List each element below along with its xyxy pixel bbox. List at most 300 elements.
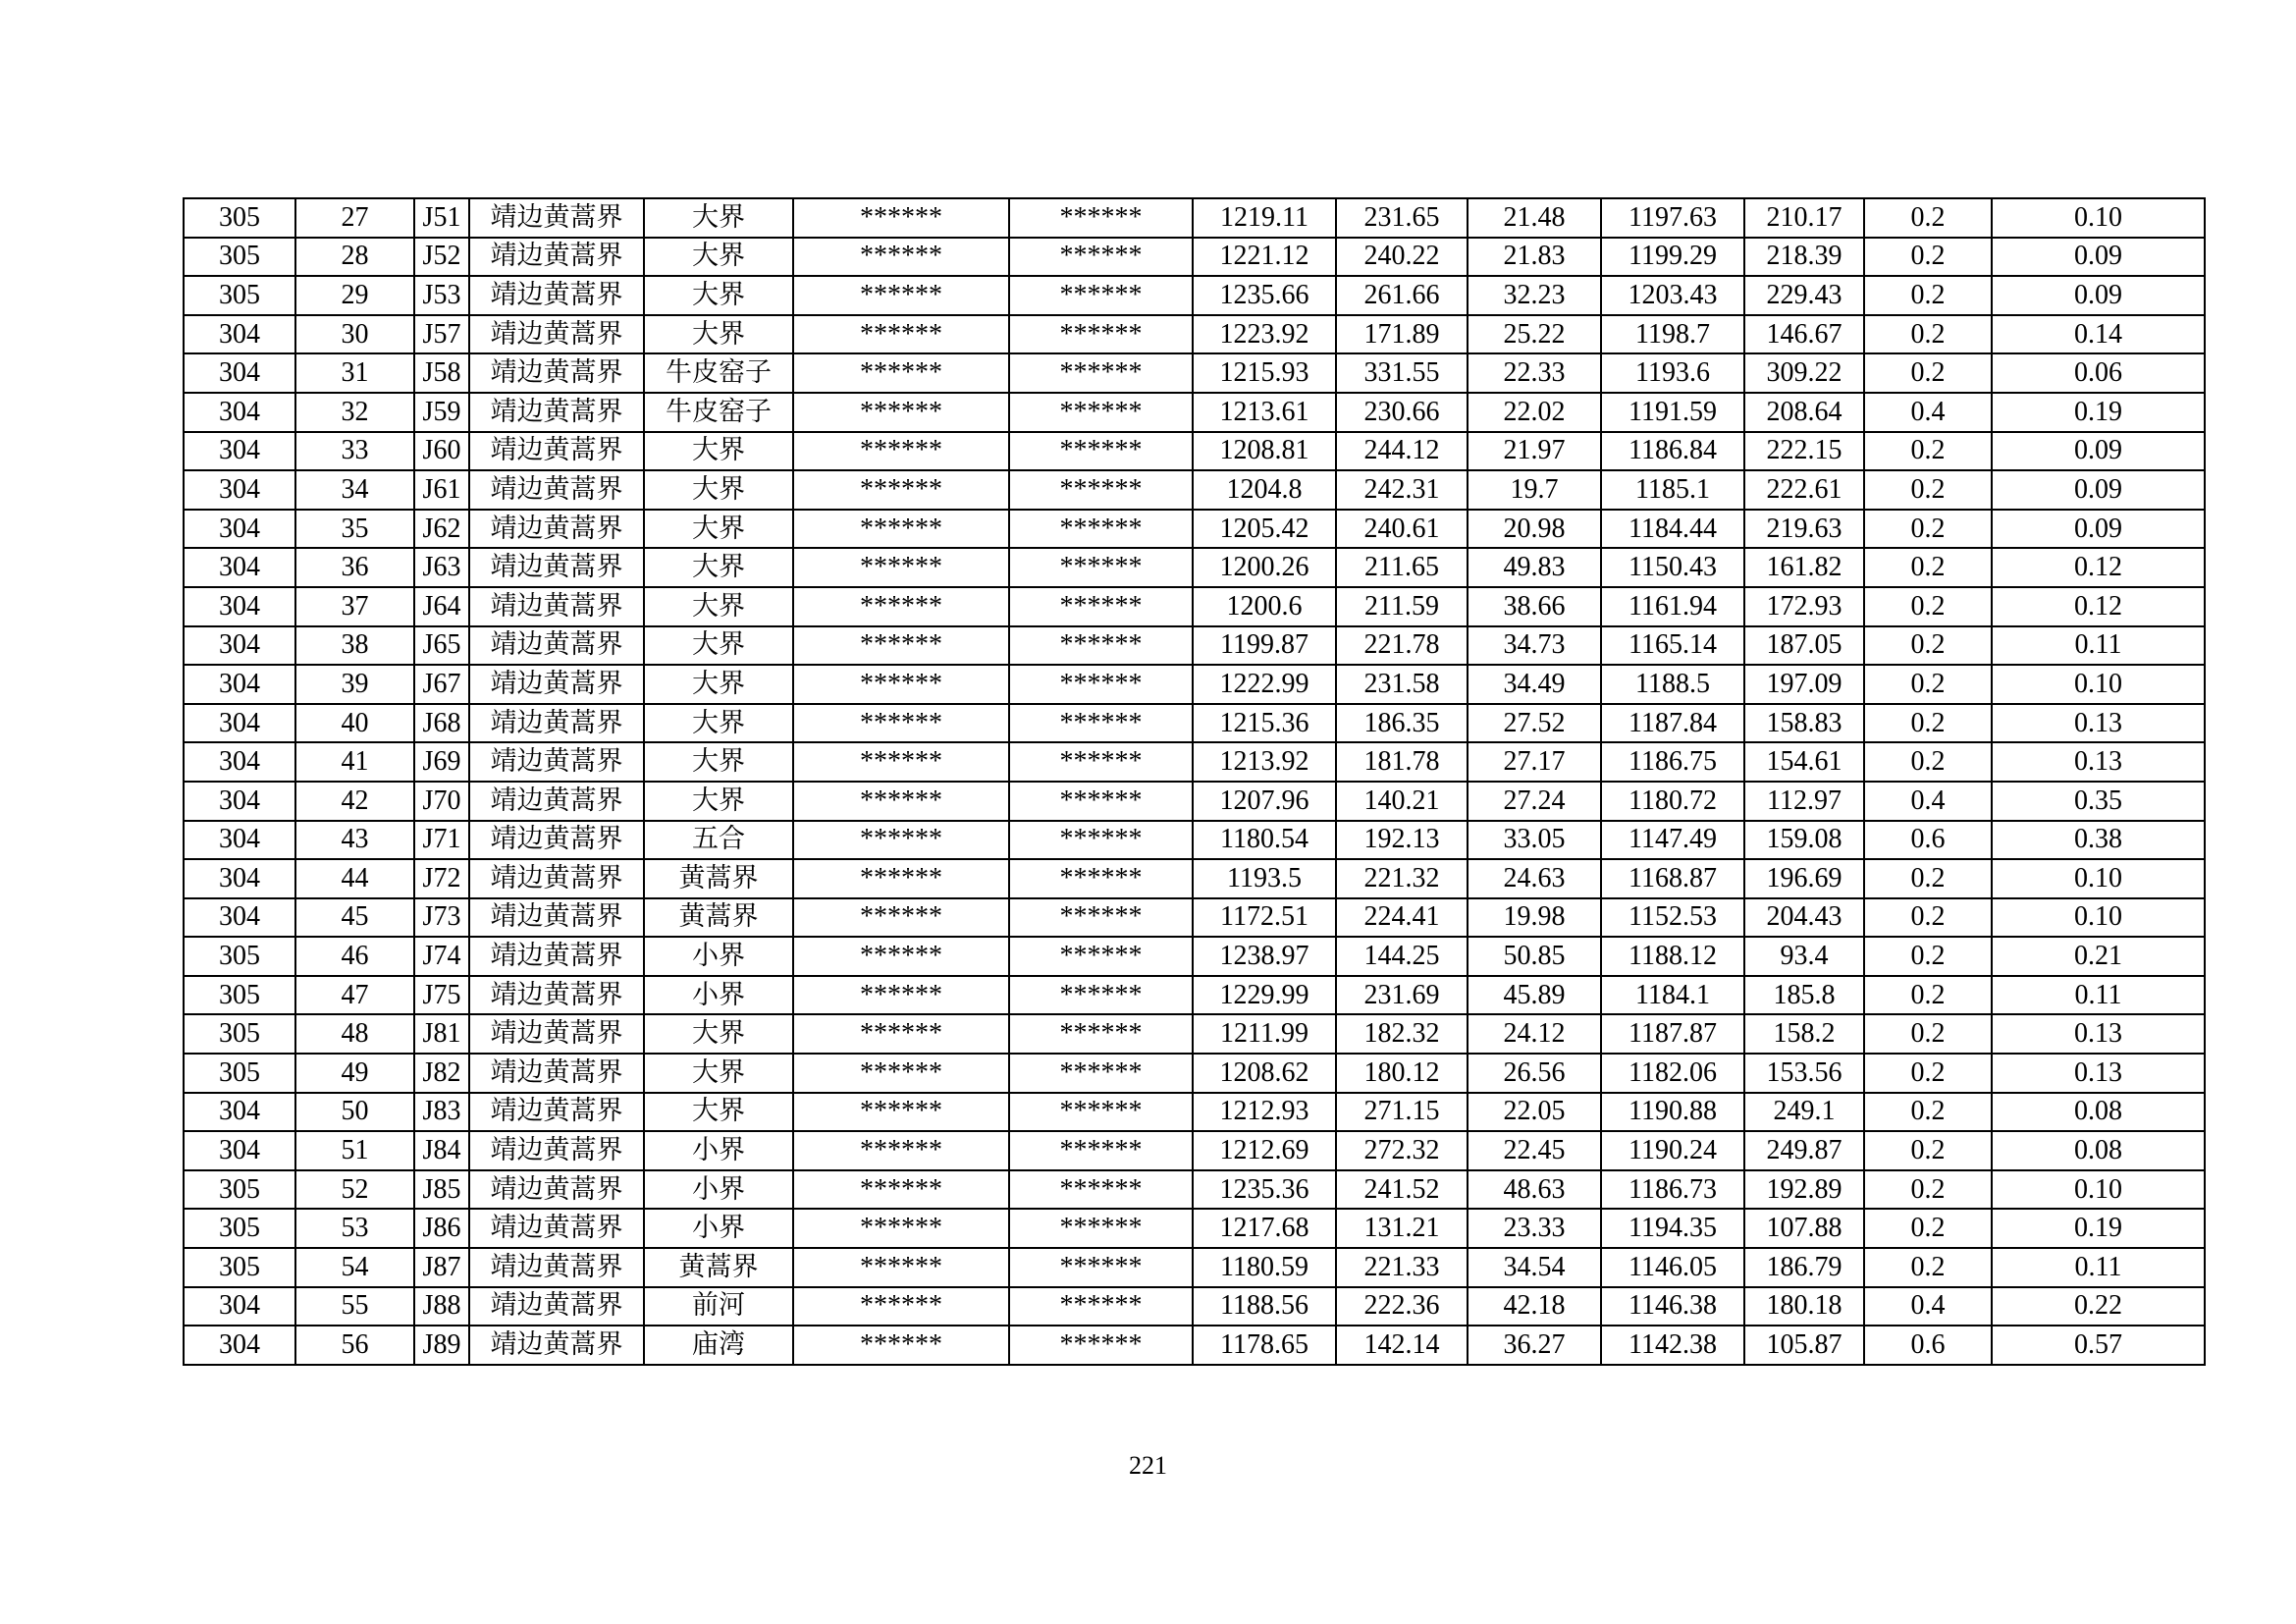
table-cell-col-value-6: 0.2 [1864, 587, 1992, 626]
table-cell-col-area: 靖边黄蒿界 [469, 1170, 644, 1210]
table-cell-col-masked-2: ****** [1009, 276, 1193, 315]
table-cell-col-area: 靖边黄蒿界 [469, 510, 644, 549]
table-cell-col-code: J73 [414, 898, 469, 938]
table-cell-col-value-1: 1221.12 [1193, 238, 1336, 277]
table-cell-col-code: J58 [414, 353, 469, 393]
table-cell-col-a: 305 [184, 1209, 295, 1248]
table-cell-col-value-2: 231.65 [1336, 198, 1468, 238]
table-cell-col-index: 36 [295, 548, 414, 587]
table-row [184, 353, 2205, 393]
table-cell-col-value-6: 0.6 [1864, 1326, 1992, 1365]
table-row [184, 1014, 2205, 1054]
table-cell-col-index: 35 [295, 510, 414, 549]
table-cell-col-value-7: 0.09 [1992, 470, 2205, 510]
table-row [184, 393, 2205, 432]
table-cell-col-location: 庙湾 [644, 1326, 793, 1365]
table-cell-col-area: 靖边黄蒿界 [469, 353, 644, 393]
table-cell-col-value-4: 1203.43 [1601, 276, 1744, 315]
table-row [184, 1248, 2205, 1287]
table-cell-col-a: 304 [184, 510, 295, 549]
table-cell-col-value-1: 1215.93 [1193, 353, 1336, 393]
table-cell-col-value-6: 0.2 [1864, 937, 1992, 976]
table-cell-col-value-5: 107.88 [1744, 1209, 1864, 1248]
table-cell-col-index: 53 [295, 1209, 414, 1248]
table-cell-col-location: 牛皮窑子 [644, 353, 793, 393]
table-cell-col-masked-2: ****** [1009, 976, 1193, 1015]
table-cell-col-index: 34 [295, 470, 414, 510]
table-cell-col-value-5: 222.61 [1744, 470, 1864, 510]
table-cell-col-masked-2: ****** [1009, 238, 1193, 277]
table-cell-col-masked-1: ****** [793, 898, 1009, 938]
table-cell-col-value-2: 131.21 [1336, 1209, 1468, 1248]
table-cell-col-value-7: 0.38 [1992, 821, 2205, 860]
table-cell-col-a: 304 [184, 626, 295, 666]
table-cell-col-value-7: 0.06 [1992, 353, 2205, 393]
table-cell-col-a: 305 [184, 937, 295, 976]
table-cell-col-masked-2: ****** [1009, 782, 1193, 821]
table-cell-col-value-7: 0.09 [1992, 432, 2205, 471]
table-cell-col-value-2: 241.52 [1336, 1170, 1468, 1210]
table-cell-col-value-1: 1208.81 [1193, 432, 1336, 471]
table-cell-col-location: 前河 [644, 1287, 793, 1326]
table-cell-col-value-2: 261.66 [1336, 276, 1468, 315]
table-cell-col-masked-2: ****** [1009, 315, 1193, 354]
table-cell-col-value-7: 0.21 [1992, 937, 2205, 976]
table-cell-col-index: 31 [295, 353, 414, 393]
table-cell-col-value-7: 0.13 [1992, 1054, 2205, 1093]
table-row [184, 510, 2205, 549]
table-cell-col-index: 54 [295, 1248, 414, 1287]
table-cell-col-value-3: 25.22 [1468, 315, 1601, 354]
table-cell-col-value-5: 210.17 [1744, 198, 1864, 238]
table-cell-col-value-4: 1188.5 [1601, 665, 1744, 704]
table-cell-col-index: 40 [295, 704, 414, 743]
table-cell-col-masked-1: ****** [793, 937, 1009, 976]
table-cell-col-location: 大界 [644, 276, 793, 315]
table-cell-col-code: J86 [414, 1209, 469, 1248]
table-cell-col-a: 304 [184, 393, 295, 432]
table-cell-col-a: 304 [184, 548, 295, 587]
table-cell-col-masked-2: ****** [1009, 1248, 1193, 1287]
table-cell-col-masked-2: ****** [1009, 1287, 1193, 1326]
table-cell-col-value-2: 186.35 [1336, 704, 1468, 743]
table-cell-col-masked-1: ****** [793, 238, 1009, 277]
table-cell-col-value-3: 22.05 [1468, 1093, 1601, 1132]
table-cell-col-value-7: 0.57 [1992, 1326, 2205, 1365]
table-cell-col-area: 靖边黄蒿界 [469, 1014, 644, 1054]
table-cell-col-masked-1: ****** [793, 1093, 1009, 1132]
table-cell-col-value-6: 0.2 [1864, 510, 1992, 549]
table-row [184, 821, 2205, 860]
table-cell-col-value-4: 1146.38 [1601, 1287, 1744, 1326]
table-cell-col-value-6: 0.2 [1864, 1093, 1992, 1132]
table-cell-col-value-6: 0.2 [1864, 1014, 1992, 1054]
table-cell-col-value-6: 0.2 [1864, 704, 1992, 743]
table-cell-col-masked-1: ****** [793, 1209, 1009, 1248]
table-cell-col-location: 黄蒿界 [644, 859, 793, 898]
table-cell-col-value-3: 23.33 [1468, 1209, 1601, 1248]
table-cell-col-value-1: 1193.5 [1193, 859, 1336, 898]
table-cell-col-location: 大界 [644, 510, 793, 549]
table-cell-col-area: 靖边黄蒿界 [469, 704, 644, 743]
table-cell-col-value-7: 0.13 [1992, 742, 2205, 782]
table-cell-col-value-5: 218.39 [1744, 238, 1864, 277]
table-cell-col-code: J84 [414, 1131, 469, 1170]
table-cell-col-location: 大界 [644, 198, 793, 238]
table-cell-col-value-1: 1212.93 [1193, 1093, 1336, 1132]
table-cell-col-a: 304 [184, 315, 295, 354]
table-cell-col-value-3: 32.23 [1468, 276, 1601, 315]
table-cell-col-value-4: 1161.94 [1601, 587, 1744, 626]
table-cell-col-value-6: 0.2 [1864, 742, 1992, 782]
table-cell-col-value-6: 0.4 [1864, 1287, 1992, 1326]
table-cell-col-value-5: 172.93 [1744, 587, 1864, 626]
table-cell-col-masked-2: ****** [1009, 510, 1193, 549]
table-cell-col-value-1: 1211.99 [1193, 1014, 1336, 1054]
table-cell-col-value-3: 45.89 [1468, 976, 1601, 1015]
table-cell-col-area: 靖边黄蒿界 [469, 1054, 644, 1093]
table-cell-col-masked-1: ****** [793, 626, 1009, 666]
table-cell-col-value-6: 0.2 [1864, 859, 1992, 898]
table-cell-col-masked-2: ****** [1009, 821, 1193, 860]
table-cell-col-location: 大界 [644, 1014, 793, 1054]
table-cell-col-value-7: 0.13 [1992, 704, 2205, 743]
table-cell-col-index: 49 [295, 1054, 414, 1093]
table-cell-col-value-5: 229.43 [1744, 276, 1864, 315]
table-cell-col-value-2: 222.36 [1336, 1287, 1468, 1326]
table-cell-col-value-3: 21.48 [1468, 198, 1601, 238]
table-cell-col-value-3: 34.73 [1468, 626, 1601, 666]
table-cell-col-location: 五合 [644, 821, 793, 860]
table-cell-col-value-2: 240.61 [1336, 510, 1468, 549]
table-cell-col-value-2: 230.66 [1336, 393, 1468, 432]
table-cell-col-masked-1: ****** [793, 1131, 1009, 1170]
table-cell-col-area: 靖边黄蒿界 [469, 238, 644, 277]
table-cell-col-value-7: 0.12 [1992, 587, 2205, 626]
table-cell-col-location: 大界 [644, 704, 793, 743]
table-cell-col-value-5: 249.87 [1744, 1131, 1864, 1170]
table-cell-col-value-1: 1200.26 [1193, 548, 1336, 587]
table-cell-col-value-4: 1186.84 [1601, 432, 1744, 471]
table-cell-col-value-5: 309.22 [1744, 353, 1864, 393]
table-cell-col-location: 大界 [644, 315, 793, 354]
table-row [184, 937, 2205, 976]
table-cell-col-masked-2: ****** [1009, 393, 1193, 432]
table-cell-col-masked-1: ****** [793, 587, 1009, 626]
table-row [184, 665, 2205, 704]
table-cell-col-value-5: 196.69 [1744, 859, 1864, 898]
table-cell-col-a: 304 [184, 821, 295, 860]
table-cell-col-value-3: 21.97 [1468, 432, 1601, 471]
table-cell-col-value-7: 0.11 [1992, 626, 2205, 666]
table-cell-col-value-7: 0.35 [1992, 782, 2205, 821]
table-row [184, 898, 2205, 938]
table-cell-col-value-2: 182.32 [1336, 1014, 1468, 1054]
table-cell-col-value-3: 38.66 [1468, 587, 1601, 626]
table-row [184, 782, 2205, 821]
table-cell-col-value-6: 0.4 [1864, 782, 1992, 821]
table-cell-col-masked-1: ****** [793, 821, 1009, 860]
table-cell-col-index: 50 [295, 1093, 414, 1132]
table-row [184, 1093, 2205, 1132]
table-cell-col-index: 47 [295, 976, 414, 1015]
table-cell-col-index: 29 [295, 276, 414, 315]
table-cell-col-masked-2: ****** [1009, 626, 1193, 666]
table-cell-col-index: 52 [295, 1170, 414, 1210]
table-cell-col-value-1: 1172.51 [1193, 898, 1336, 938]
table-cell-col-value-7: 0.22 [1992, 1287, 2205, 1326]
table-cell-col-index: 43 [295, 821, 414, 860]
table-cell-col-a: 304 [184, 665, 295, 704]
table-cell-col-value-4: 1187.84 [1601, 704, 1744, 743]
table-cell-col-value-1: 1213.61 [1193, 393, 1336, 432]
table-row [184, 1131, 2205, 1170]
table-cell-col-value-3: 33.05 [1468, 821, 1601, 860]
table-cell-col-code: J69 [414, 742, 469, 782]
table-cell-col-value-5: 161.82 [1744, 548, 1864, 587]
table-row [184, 742, 2205, 782]
table-cell-col-masked-2: ****** [1009, 1209, 1193, 1248]
table-cell-col-value-1: 1178.65 [1193, 1326, 1336, 1365]
table-cell-col-value-6: 0.2 [1864, 548, 1992, 587]
table-cell-col-a: 304 [184, 704, 295, 743]
table-row [184, 704, 2205, 743]
table-cell-col-value-5: 204.43 [1744, 898, 1864, 938]
table-cell-col-value-7: 0.19 [1992, 1209, 2205, 1248]
table-cell-col-value-3: 26.56 [1468, 1054, 1601, 1093]
table-cell-col-value-4: 1150.43 [1601, 548, 1744, 587]
table-cell-col-value-2: 142.14 [1336, 1326, 1468, 1365]
table-cell-col-a: 305 [184, 1248, 295, 1287]
table-cell-col-masked-2: ****** [1009, 1054, 1193, 1093]
table-cell-col-masked-2: ****** [1009, 548, 1193, 587]
table-cell-col-value-6: 0.2 [1864, 665, 1992, 704]
table-cell-col-value-4: 1146.05 [1601, 1248, 1744, 1287]
table-cell-col-location: 大界 [644, 470, 793, 510]
table-cell-col-index: 41 [295, 742, 414, 782]
table-cell-col-value-7: 0.10 [1992, 198, 2205, 238]
table-cell-col-value-4: 1187.87 [1601, 1014, 1744, 1054]
table-cell-col-code: J70 [414, 782, 469, 821]
table-cell-col-area: 靖边黄蒿界 [469, 742, 644, 782]
table-cell-col-value-3: 34.49 [1468, 665, 1601, 704]
table-cell-col-value-2: 231.69 [1336, 976, 1468, 1015]
table-cell-col-value-6: 0.2 [1864, 898, 1992, 938]
table-cell-col-value-5: 222.15 [1744, 432, 1864, 471]
table-cell-col-value-1: 1180.54 [1193, 821, 1336, 860]
table-cell-col-index: 56 [295, 1326, 414, 1365]
table-cell-col-masked-2: ****** [1009, 1014, 1193, 1054]
table-cell-col-value-4: 1190.24 [1601, 1131, 1744, 1170]
table-cell-col-value-6: 0.6 [1864, 821, 1992, 860]
table-cell-col-masked-1: ****** [793, 1248, 1009, 1287]
table-cell-col-index: 27 [295, 198, 414, 238]
table-cell-col-value-2: 224.41 [1336, 898, 1468, 938]
table-cell-col-masked-1: ****** [793, 548, 1009, 587]
table-cell-col-value-1: 1217.68 [1193, 1209, 1336, 1248]
table-cell-col-value-1: 1219.11 [1193, 198, 1336, 238]
table-cell-col-code: J52 [414, 238, 469, 277]
table-cell-col-value-4: 1186.73 [1601, 1170, 1744, 1210]
table-row [184, 276, 2205, 315]
table-cell-col-code: J82 [414, 1054, 469, 1093]
table-cell-col-value-5: 158.83 [1744, 704, 1864, 743]
table-cell-col-masked-2: ****** [1009, 198, 1193, 238]
table-cell-col-value-5: 192.89 [1744, 1170, 1864, 1210]
table-cell-col-location: 黄蒿界 [644, 1248, 793, 1287]
table-cell-col-index: 44 [295, 859, 414, 898]
table-cell-col-area: 靖边黄蒿界 [469, 976, 644, 1015]
table-cell-col-value-3: 49.83 [1468, 548, 1601, 587]
table-cell-col-value-6: 0.2 [1864, 1209, 1992, 1248]
table-row [184, 315, 2205, 354]
table-cell-col-masked-2: ****** [1009, 353, 1193, 393]
table-cell-col-index: 28 [295, 238, 414, 277]
table-cell-col-value-4: 1165.14 [1601, 626, 1744, 666]
table-cell-col-masked-1: ****** [793, 470, 1009, 510]
table-cell-col-value-5: 180.18 [1744, 1287, 1864, 1326]
table-cell-col-area: 靖边黄蒿界 [469, 1287, 644, 1326]
table-cell-col-masked-2: ****** [1009, 704, 1193, 743]
table-cell-col-value-6: 0.2 [1864, 238, 1992, 277]
table-cell-col-value-2: 231.58 [1336, 665, 1468, 704]
table-cell-col-a: 305 [184, 1054, 295, 1093]
table-cell-col-code: J67 [414, 665, 469, 704]
table-cell-col-value-1: 1229.99 [1193, 976, 1336, 1015]
table-cell-col-value-4: 1168.87 [1601, 859, 1744, 898]
table-cell-col-area: 靖边黄蒿界 [469, 432, 644, 471]
table-cell-col-area: 靖边黄蒿界 [469, 198, 644, 238]
table-cell-col-area: 靖边黄蒿界 [469, 315, 644, 354]
table-cell-col-value-5: 208.64 [1744, 393, 1864, 432]
table-cell-col-code: J81 [414, 1014, 469, 1054]
table-cell-col-value-6: 0.2 [1864, 353, 1992, 393]
table-cell-col-masked-2: ****** [1009, 1170, 1193, 1210]
table-cell-col-value-1: 1200.6 [1193, 587, 1336, 626]
table-cell-col-value-1: 1208.62 [1193, 1054, 1336, 1093]
table-cell-col-value-2: 144.25 [1336, 937, 1468, 976]
table-cell-col-masked-2: ****** [1009, 470, 1193, 510]
table-cell-col-value-7: 0.09 [1992, 238, 2205, 277]
table-cell-col-value-5: 187.05 [1744, 626, 1864, 666]
table-cell-col-value-7: 0.09 [1992, 510, 2205, 549]
table-cell-col-value-4: 1198.7 [1601, 315, 1744, 354]
table-cell-col-value-3: 34.54 [1468, 1248, 1601, 1287]
table-cell-col-code: J62 [414, 510, 469, 549]
table-cell-col-value-3: 22.02 [1468, 393, 1601, 432]
table-cell-col-masked-1: ****** [793, 782, 1009, 821]
table-row [184, 238, 2205, 277]
table-cell-col-location: 大界 [644, 782, 793, 821]
table-cell-col-value-1: 1235.66 [1193, 276, 1336, 315]
table-cell-col-area: 靖边黄蒿界 [469, 782, 644, 821]
table-cell-col-value-4: 1152.53 [1601, 898, 1744, 938]
table-cell-col-value-2: 221.78 [1336, 626, 1468, 666]
table-cell-col-value-4: 1197.63 [1601, 198, 1744, 238]
table-cell-col-value-4: 1185.1 [1601, 470, 1744, 510]
table-cell-col-a: 304 [184, 742, 295, 782]
table-row [184, 976, 2205, 1015]
table-cell-col-value-5: 112.97 [1744, 782, 1864, 821]
table-cell-col-a: 304 [184, 898, 295, 938]
table-cell-col-area: 靖边黄蒿界 [469, 276, 644, 315]
table-cell-col-value-3: 27.17 [1468, 742, 1601, 782]
table-cell-col-location: 小界 [644, 976, 793, 1015]
table-cell-col-area: 靖边黄蒿界 [469, 1093, 644, 1132]
table-cell-col-value-6: 0.2 [1864, 1054, 1992, 1093]
table-cell-col-value-7: 0.14 [1992, 315, 2205, 354]
table-row [184, 1209, 2205, 1248]
table-cell-col-code: J87 [414, 1248, 469, 1287]
table-cell-col-value-2: 181.78 [1336, 742, 1468, 782]
table-cell-col-masked-1: ****** [793, 859, 1009, 898]
table-cell-col-area: 靖边黄蒿界 [469, 859, 644, 898]
table-cell-col-a: 305 [184, 276, 295, 315]
table-cell-col-location: 黄蒿界 [644, 898, 793, 938]
table-row [184, 1170, 2205, 1210]
table-cell-col-a: 305 [184, 1170, 295, 1210]
table-cell-col-value-4: 1194.35 [1601, 1209, 1744, 1248]
table-cell-col-value-5: 185.8 [1744, 976, 1864, 1015]
table-cell-col-value-3: 22.33 [1468, 353, 1601, 393]
table-cell-col-code: J75 [414, 976, 469, 1015]
table-cell-col-area: 靖边黄蒿界 [469, 665, 644, 704]
table-cell-col-value-4: 1182.06 [1601, 1054, 1744, 1093]
table-cell-col-value-3: 20.98 [1468, 510, 1601, 549]
table-cell-col-value-2: 171.89 [1336, 315, 1468, 354]
table-cell-col-a: 305 [184, 198, 295, 238]
table-cell-col-a: 304 [184, 1093, 295, 1132]
table-cell-col-location: 大界 [644, 626, 793, 666]
table-cell-col-index: 46 [295, 937, 414, 976]
table-cell-col-value-4: 1188.12 [1601, 937, 1744, 976]
table-cell-col-code: J59 [414, 393, 469, 432]
table-cell-col-index: 33 [295, 432, 414, 471]
table-cell-col-code: J85 [414, 1170, 469, 1210]
table-cell-col-value-3: 42.18 [1468, 1287, 1601, 1326]
table-cell-col-value-2: 244.12 [1336, 432, 1468, 471]
table-cell-col-value-3: 27.24 [1468, 782, 1601, 821]
table-cell-col-value-6: 0.2 [1864, 1131, 1992, 1170]
table-cell-col-masked-1: ****** [793, 1326, 1009, 1365]
table-cell-col-masked-1: ****** [793, 1014, 1009, 1054]
table-cell-col-value-6: 0.2 [1864, 626, 1992, 666]
table-cell-col-code: J68 [414, 704, 469, 743]
table-cell-col-value-3: 21.83 [1468, 238, 1601, 277]
table-cell-col-value-6: 0.2 [1864, 276, 1992, 315]
table-cell-col-location: 大界 [644, 432, 793, 471]
table-cell-col-code: J89 [414, 1326, 469, 1365]
table-cell-col-a: 304 [184, 353, 295, 393]
table-cell-col-index: 37 [295, 587, 414, 626]
table-cell-col-index: 51 [295, 1131, 414, 1170]
table-cell-col-value-4: 1199.29 [1601, 238, 1744, 277]
table-cell-col-index: 32 [295, 393, 414, 432]
table-cell-col-masked-1: ****** [793, 1054, 1009, 1093]
table-cell-col-value-4: 1186.75 [1601, 742, 1744, 782]
table-cell-col-value-1: 1215.36 [1193, 704, 1336, 743]
table-cell-col-area: 靖边黄蒿界 [469, 821, 644, 860]
table-cell-col-index: 55 [295, 1287, 414, 1326]
table-cell-col-a: 304 [184, 587, 295, 626]
table-cell-col-a: 304 [184, 1287, 295, 1326]
table-cell-col-value-3: 24.12 [1468, 1014, 1601, 1054]
table-row [184, 548, 2205, 587]
table-cell-col-value-5: 219.63 [1744, 510, 1864, 549]
table-cell-col-code: J60 [414, 432, 469, 471]
table-row [184, 626, 2205, 666]
table-cell-col-value-5: 105.87 [1744, 1326, 1864, 1365]
